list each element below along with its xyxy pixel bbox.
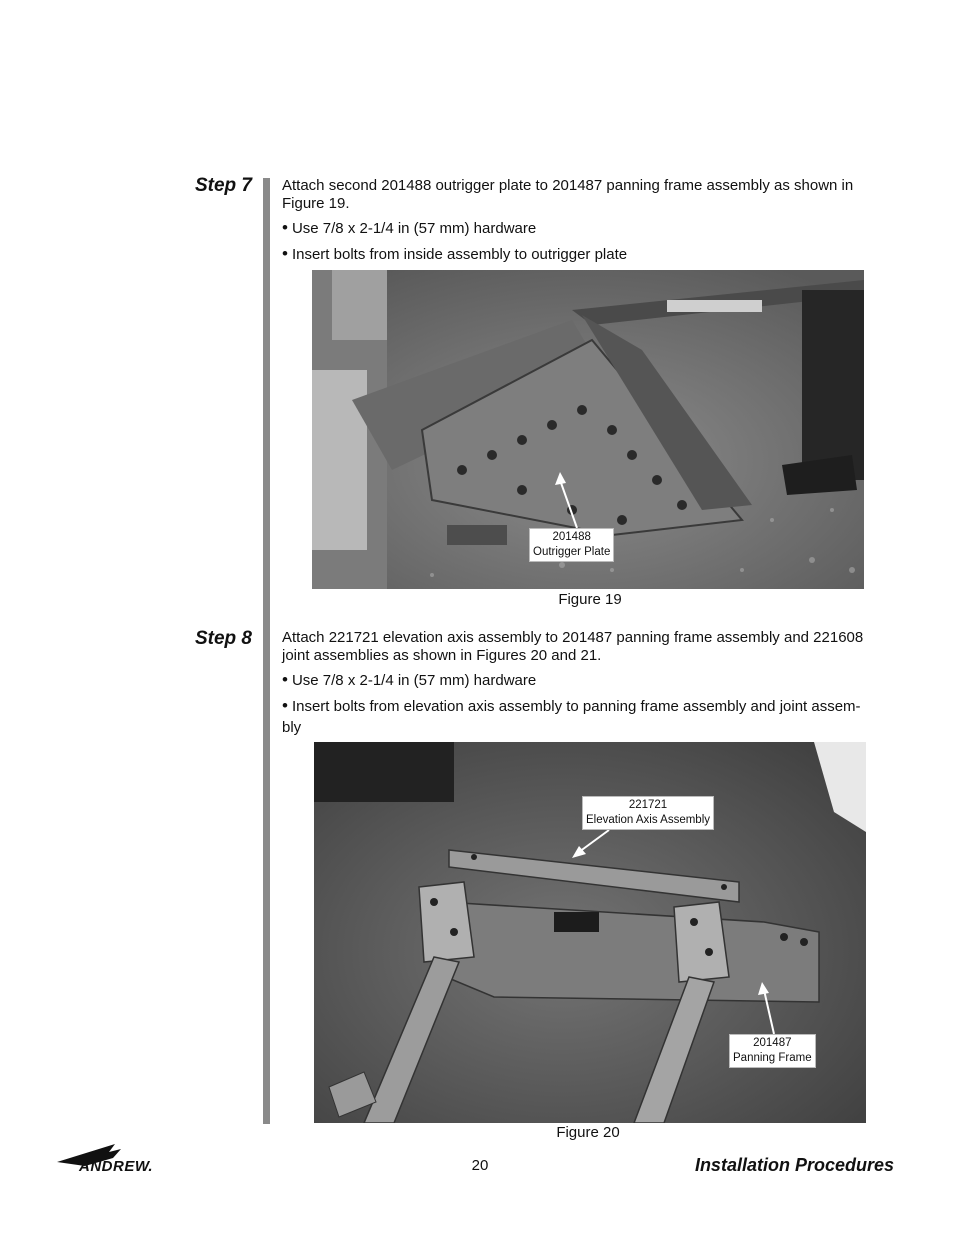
callout-elevation-axis-assembly: 221721 Elevation Axis Assembly (582, 796, 714, 830)
step-7-bullet-1: • Use 7/8 x 2-1/4 in (57 mm) hardware (282, 218, 537, 237)
margin-rule (263, 178, 270, 1124)
page-number: 20 (471, 1157, 489, 1174)
step-7-bullet-2: • Insert bolts from inside assembly to outrigger plate (282, 244, 628, 263)
step-7-text-line1: Attach second 201488 outrigger plate to 201487 panning frame assembly as shown in (282, 177, 854, 194)
andrew-logo-text: ANDREW. (79, 1158, 154, 1175)
bullet-icon: • (282, 696, 288, 715)
bullet-icon: • (282, 244, 288, 263)
section-title: Installation Procedures (694, 1155, 894, 1175)
step-8-bullet-2: • Insert bolts from elevation axis assembly to panning frame assembly and joint assem- bly (282, 695, 894, 738)
step-8-bullet-2-continuation: bly (282, 719, 302, 736)
step-8-text-line2: joint assemblies as shown in Figures 20 and 21. (282, 647, 602, 664)
bullet-icon: • (282, 670, 288, 689)
step-7-label: Step 7 (194, 175, 252, 196)
callout-outrigger-plate: 201488 Outrigger Plate (529, 528, 614, 562)
step-8-label: Step 8 (194, 628, 252, 649)
figure-20-caption: Figure 20 (556, 1124, 620, 1141)
bullet-icon: • (282, 218, 288, 237)
step-7-instructions (282, 177, 892, 213)
figure-19-caption: Figure 19 (558, 591, 622, 608)
callout-panning-frame: 201487 Panning Frame (729, 1034, 816, 1068)
step-8-bullet-1: • Use 7/8 x 2-1/4 in (57 mm) hardware (282, 670, 537, 689)
step-8-text-line1: Attach 221721 elevation axis assembly to 201487 panning frame assembly and 221608 (282, 629, 864, 646)
step-7-text-line2: Figure 19. (282, 195, 350, 212)
step-8-instructions (282, 629, 892, 665)
